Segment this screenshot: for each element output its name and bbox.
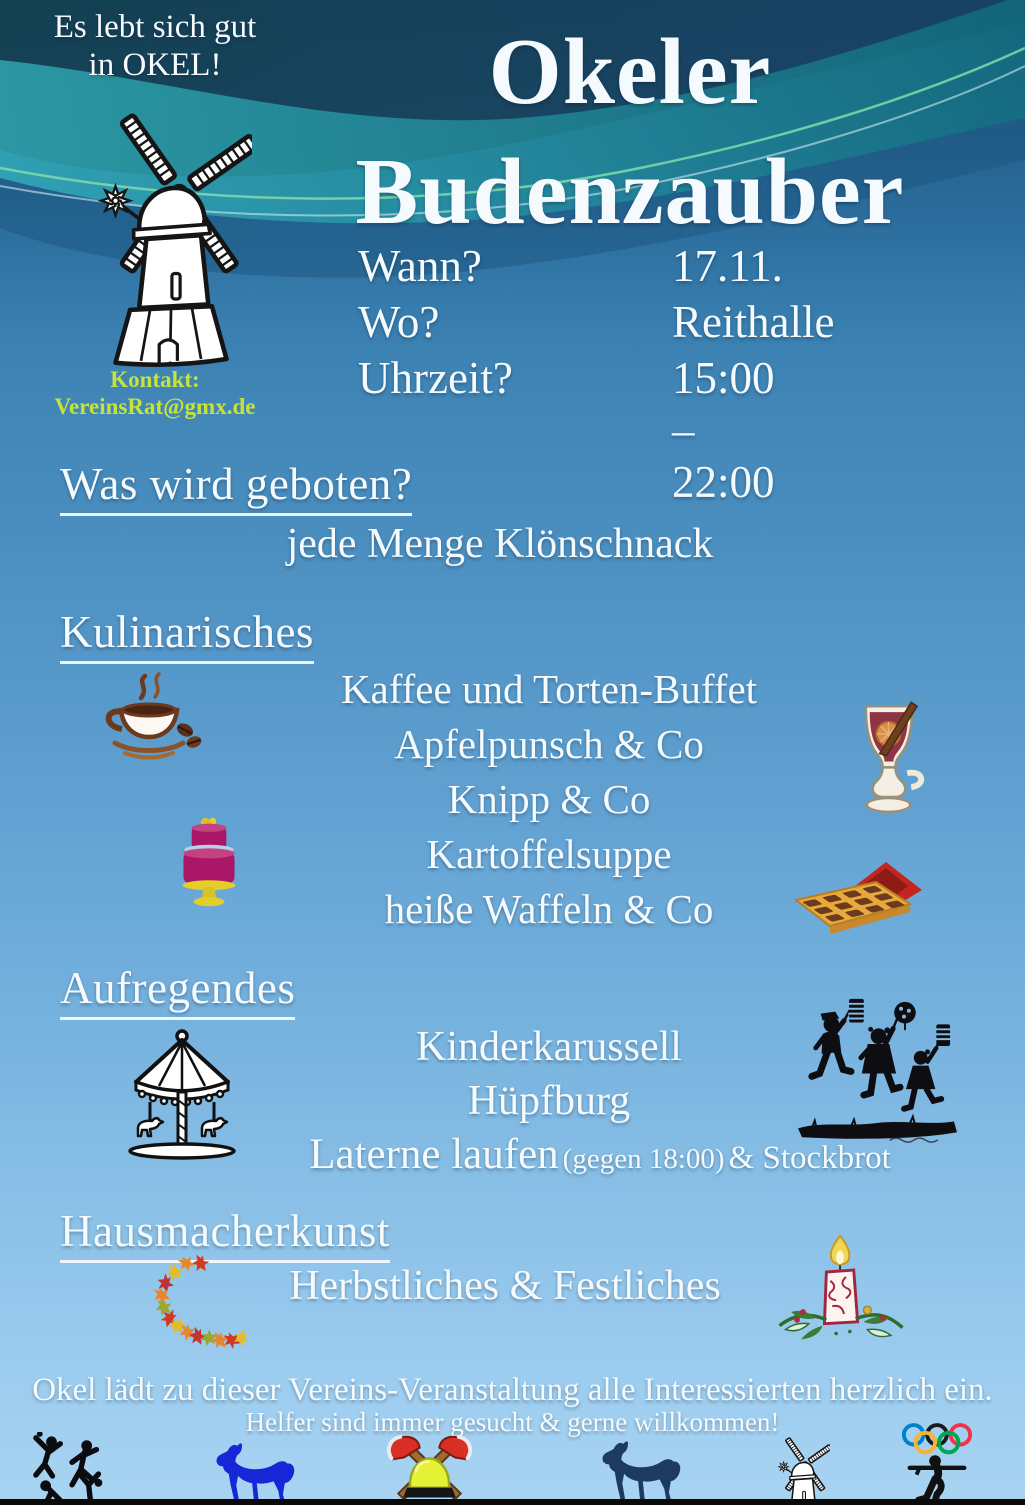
detail-label-when: Wann? bbox=[358, 241, 482, 291]
candle-icon bbox=[772, 1232, 912, 1354]
footer-invite: Okel lädt zu dieser Vereins-Veranstaltung alle Interessierten herzlich ein. bbox=[32, 1372, 993, 1408]
blue-horse-icon bbox=[212, 1442, 296, 1504]
exciting-heading-text: Aufregendes bbox=[60, 962, 295, 1020]
autumn-leaves-icon bbox=[138, 1252, 256, 1352]
offer-heading-text: Was wird geboten? bbox=[60, 458, 412, 516]
shooting-club-icon bbox=[900, 1422, 974, 1504]
exciting-list bbox=[249, 1020, 849, 1128]
dark-horse-icon bbox=[598, 1440, 682, 1502]
tagline-line2: in OKEL! bbox=[88, 47, 222, 83]
detail-value-time: 15:00 – 22:00 bbox=[672, 353, 775, 507]
detail-value-where: Reithalle bbox=[672, 297, 835, 347]
exciting-item: Hüpfburg bbox=[467, 1078, 631, 1124]
detail-label-time: Uhrzeit? bbox=[358, 353, 513, 403]
tagline bbox=[50, 8, 260, 84]
sports-figures-icon bbox=[28, 1432, 118, 1505]
bottom-edge-bar bbox=[0, 1499, 1025, 1505]
tagline-line1: Es lebt sich gut bbox=[53, 9, 257, 45]
lantern-children-icon bbox=[792, 995, 964, 1147]
detail-label-where: Wo? bbox=[358, 297, 440, 347]
cake-icon bbox=[168, 812, 250, 912]
lantern-line-note: (gegen 18:00) bbox=[562, 1143, 725, 1175]
contact-email: VereinsRat@gmx.de bbox=[54, 394, 256, 419]
punch-glass-icon bbox=[852, 698, 926, 822]
contact-block bbox=[30, 366, 280, 420]
crafts-heading-text: Hausmacherkunst bbox=[60, 1205, 390, 1263]
offer-subline: jede Menge Klönschnack bbox=[286, 521, 714, 567]
culinary-item: Kartoffelsuppe bbox=[426, 831, 672, 877]
windmill-small-icon bbox=[768, 1428, 830, 1505]
coffee-cup-icon bbox=[92, 672, 204, 772]
culinary-item: Knipp & Co bbox=[447, 776, 651, 822]
section-heading-offer bbox=[60, 458, 412, 516]
culinary-item: Kaffee und Torten-Buffet bbox=[340, 666, 758, 712]
poster-title-line2: Budenzauber bbox=[355, 140, 905, 244]
detail-value-when: 17.11. bbox=[672, 241, 783, 291]
culinary-item: heiße Waffeln & Co bbox=[384, 886, 714, 932]
fire-brigade-icon bbox=[382, 1432, 477, 1505]
culinary-list bbox=[249, 662, 849, 937]
contact-label: Kontakt: bbox=[110, 367, 200, 392]
exciting-item: Kinderkarussell bbox=[416, 1024, 682, 1070]
windmill-icon bbox=[70, 85, 252, 371]
poster-title-line1: Okeler bbox=[488, 20, 772, 124]
crafts-item: Herbstliches & Festliches bbox=[289, 1263, 721, 1309]
section-heading-culinary bbox=[60, 606, 314, 664]
waffle-icon bbox=[790, 860, 930, 936]
section-heading-exciting bbox=[60, 962, 295, 1020]
lantern-line-main: Laterne laufen bbox=[309, 1131, 559, 1178]
culinary-heading-text: Kulinarisches bbox=[60, 606, 314, 664]
footer-helpers: Helfer sind immer gesucht & gerne willkommen! bbox=[245, 1407, 780, 1437]
lantern-line-suffix: & Stockbrot bbox=[728, 1140, 891, 1176]
culinary-item: Apfelpunsch & Co bbox=[394, 721, 704, 767]
